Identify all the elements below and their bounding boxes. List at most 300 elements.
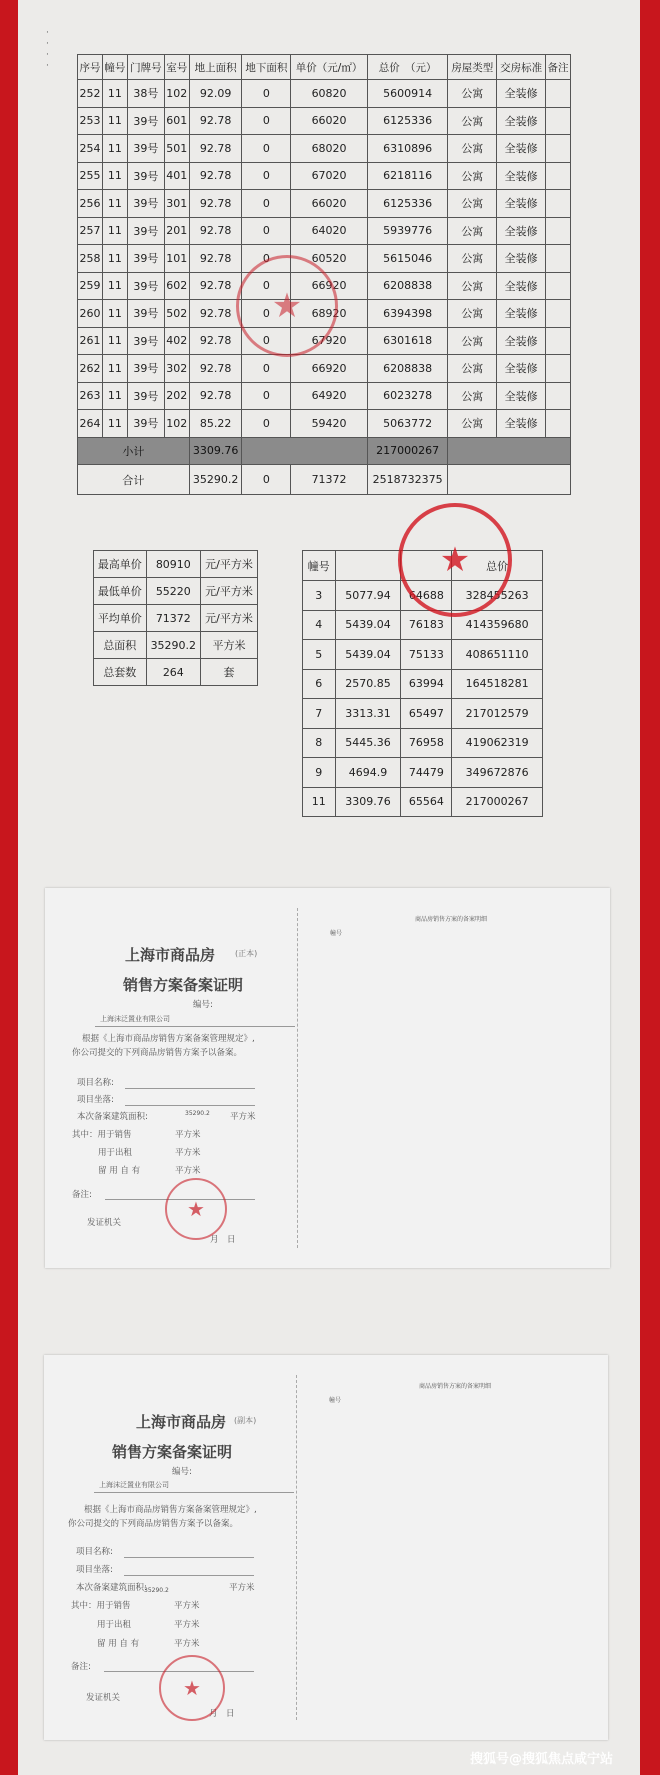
fold-line — [296, 1375, 297, 1720]
total-area: 35290.2 — [189, 465, 242, 495]
table-cell — [545, 355, 570, 383]
cert-number-label: 编号: — [172, 1467, 192, 1477]
table-cell — [545, 327, 570, 355]
table-cell: 公寓 — [448, 355, 497, 383]
building-row — [303, 787, 543, 817]
table-cell: 39号 — [127, 272, 164, 300]
table-cell: 217000267 — [452, 787, 543, 817]
table-cell: 6218116 — [367, 162, 448, 190]
table-cell: 3309.76 — [335, 787, 401, 817]
table-cell: 11 — [102, 300, 127, 328]
table-cell: 公寓 — [448, 382, 497, 410]
table-cell: 39号 — [127, 107, 164, 135]
table-cell: 76958 — [401, 728, 452, 758]
table-cell: 3313.31 — [335, 699, 401, 729]
field-self-use: 留 用 自 有 — [97, 1639, 140, 1649]
header-cell: 门牌号 — [127, 55, 164, 80]
header-cell: 幢号 — [102, 55, 127, 80]
table-cell: 11 — [102, 382, 127, 410]
table-header-row — [78, 55, 571, 80]
right-panel-header: 幢号 — [329, 1397, 342, 1404]
table-row — [78, 217, 571, 245]
table-row — [78, 410, 571, 438]
stats-row — [94, 659, 258, 686]
subtotal-area: 3309.76 — [189, 437, 242, 465]
table-cell: 全装修 — [497, 245, 546, 273]
table-cell: 414359680 — [452, 610, 543, 640]
table-cell: 7 — [303, 699, 336, 729]
table-cell: 全装修 — [497, 300, 546, 328]
company-underline — [95, 1025, 295, 1027]
stats-row — [94, 551, 258, 578]
table-cell: 92.78 — [189, 190, 242, 218]
header-cell: 地上面积 — [189, 55, 242, 80]
field-underline — [124, 1556, 254, 1558]
table-cell: 260 — [78, 300, 103, 328]
header-cell — [335, 551, 401, 581]
certificate-original — [45, 888, 610, 1268]
table-cell: 6301618 — [367, 327, 448, 355]
table-cell: 公寓 — [448, 300, 497, 328]
table-cell — [545, 162, 570, 190]
table-cell: 65564 — [401, 787, 452, 817]
table-cell: 202 — [164, 382, 189, 410]
cert-paragraph-1: 根据《上海市商品房销售方案备案管理规定》, — [82, 1034, 255, 1044]
table-cell: 6 — [303, 669, 336, 699]
table-cell — [448, 437, 571, 465]
building-row — [303, 699, 543, 729]
table-cell: 66020 — [291, 190, 368, 218]
table-cell: 0 — [242, 245, 291, 273]
building-row — [303, 669, 543, 699]
table-cell: 11 — [102, 190, 127, 218]
table-cell: 39号 — [127, 245, 164, 273]
table-cell — [545, 190, 570, 218]
field-underline — [125, 1104, 255, 1106]
table-cell: 全装修 — [497, 382, 546, 410]
table-cell: 66920 — [291, 355, 368, 383]
table-cell: 全装修 — [497, 327, 546, 355]
header-cell: 总价 （元） — [367, 55, 448, 80]
stats-label: 总套数 — [94, 659, 147, 686]
table-cell: 92.09 — [189, 80, 242, 108]
table-cell: 5600914 — [367, 80, 448, 108]
table-cell: 66920 — [291, 272, 368, 300]
certificate-seal-stamp: ★ — [165, 1178, 227, 1240]
field-project-location: 项目坐落: — [76, 1565, 113, 1575]
table-cell: 全装修 — [497, 410, 546, 438]
price-stats-table — [93, 550, 258, 686]
table-cell: 公寓 — [448, 190, 497, 218]
table-cell: 68920 — [291, 300, 368, 328]
table-cell: 39号 — [127, 382, 164, 410]
cert-company: 上海沫泛置业有限公司 — [99, 1481, 169, 1489]
table-cell: 全装修 — [497, 162, 546, 190]
table-cell: 253 — [78, 107, 103, 135]
certificate-seal-stamp: ★ — [159, 1655, 225, 1721]
table-cell: 255 — [78, 162, 103, 190]
header-cell: 幢号 — [303, 551, 336, 581]
stats-unit: 平方米 — [201, 632, 258, 659]
stats-row — [94, 632, 258, 659]
header-cell: 备注 — [545, 55, 570, 80]
stats-row — [94, 605, 258, 632]
table-cell: 601 — [164, 107, 189, 135]
field-area-value: 35290.2 — [185, 1110, 210, 1117]
table-row — [78, 382, 571, 410]
table-cell: 419062319 — [452, 728, 543, 758]
table-cell: 39号 — [127, 135, 164, 163]
stats-label: 总面积 — [94, 632, 147, 659]
field-unit: 平方米 — [175, 1130, 201, 1140]
table-cell: 64920 — [291, 382, 368, 410]
table-cell: 39号 — [127, 327, 164, 355]
table-cell: 公寓 — [448, 107, 497, 135]
table-cell: 92.78 — [189, 355, 242, 383]
table-cell: 0 — [242, 410, 291, 438]
table-cell: 6208838 — [367, 355, 448, 383]
table-cell: 4 — [303, 610, 336, 640]
table-cell: 0 — [242, 355, 291, 383]
cert-subtitle: 销售方案备案证明 — [112, 1443, 233, 1461]
table-cell: 38号 — [127, 80, 164, 108]
table-cell: 252 — [78, 80, 103, 108]
table-cell: 5445.36 — [335, 728, 401, 758]
table-cell: 11 — [102, 410, 127, 438]
field-unit: 平方米 — [174, 1639, 200, 1649]
fold-line — [297, 908, 298, 1248]
table-cell: 5 — [303, 640, 336, 670]
table-cell — [545, 382, 570, 410]
cert-title: 上海市商品房 — [125, 946, 216, 964]
table-cell: 39号 — [127, 217, 164, 245]
table-cell: 0 — [242, 135, 291, 163]
table-cell: 11 — [102, 355, 127, 383]
table-cell: 全装修 — [497, 272, 546, 300]
certificate-copy — [44, 1355, 608, 1740]
table-cell: 217012579 — [452, 699, 543, 729]
table-cell: 92.78 — [189, 245, 242, 273]
cert-number-label: 编号: — [193, 1000, 213, 1010]
table-cell: 11 — [102, 135, 127, 163]
table-cell — [545, 217, 570, 245]
table-cell: 60520 — [291, 245, 368, 273]
field-unit: 平方米 — [174, 1601, 200, 1611]
table-cell: 5615046 — [367, 245, 448, 273]
table-cell: 0 — [242, 382, 291, 410]
table-cell: 259 — [78, 272, 103, 300]
table-cell: 65497 — [401, 699, 452, 729]
table-cell: 0 — [242, 217, 291, 245]
table-cell: 301 — [164, 190, 189, 218]
stats-label: 最低单价 — [94, 578, 147, 605]
table-cell: 164518281 — [452, 669, 543, 699]
table-cell: 408651110 — [452, 640, 543, 670]
right-panel-header: 幢号 — [330, 930, 343, 937]
total-row — [78, 465, 571, 495]
table-cell: 257 — [78, 217, 103, 245]
table-cell: 6125336 — [367, 107, 448, 135]
table-cell — [545, 80, 570, 108]
table-cell: 92.78 — [189, 327, 242, 355]
issuing-agency: 发证机关 — [87, 1218, 122, 1228]
table-cell: 92.78 — [189, 135, 242, 163]
table-cell: 92.78 — [189, 382, 242, 410]
header-cell: 总价 — [452, 551, 543, 581]
table-cell: 11 — [102, 107, 127, 135]
table-cell — [545, 245, 570, 273]
cert-paragraph-1: 根据《上海市商品房销售方案备案管理规定》, — [84, 1505, 257, 1515]
issue-date: 月 日 — [209, 1709, 235, 1719]
table-cell: 3 — [303, 581, 336, 611]
table-cell: 6125336 — [367, 190, 448, 218]
cert-company: 上海沫泛置业有限公司 — [100, 1015, 170, 1023]
total-label: 合计 — [78, 465, 190, 495]
table-cell: 全装修 — [497, 190, 546, 218]
table-cell: 6310896 — [367, 135, 448, 163]
table-cell: 0 — [242, 327, 291, 355]
table-cell — [545, 107, 570, 135]
table-cell — [545, 300, 570, 328]
stats-unit: 元/平方米 — [201, 605, 258, 632]
stats-value: 35290.2 — [146, 632, 200, 659]
table-cell — [545, 272, 570, 300]
table-cell: 公寓 — [448, 245, 497, 273]
table-cell: 262 — [78, 355, 103, 383]
field-for-rent: 用于出租 — [98, 1148, 133, 1158]
cert-subtitle: 销售方案备案证明 — [123, 976, 244, 994]
total-avg-price: 71372 — [291, 465, 368, 495]
table-cell: 349672876 — [452, 758, 543, 788]
header-cell: 房屋类型 — [448, 55, 497, 80]
right-panel-title: 商品房销售方案的备案明细 — [415, 916, 488, 923]
table-cell: 261 — [78, 327, 103, 355]
subtotal-total: 217000267 — [367, 437, 448, 465]
field-remarks: 备注: — [71, 1662, 91, 1672]
table-cell — [545, 135, 570, 163]
table-cell: 92.78 — [189, 162, 242, 190]
table-cell: 11 — [102, 217, 127, 245]
table-cell — [545, 410, 570, 438]
table-cell: 68020 — [291, 135, 368, 163]
table-cell: 6208838 — [367, 272, 448, 300]
header-cell: 地下面积 — [242, 55, 291, 80]
building-row — [303, 758, 543, 788]
table-cell: 264 — [78, 410, 103, 438]
table-row — [78, 162, 571, 190]
table-cell: 公寓 — [448, 162, 497, 190]
table-row — [78, 135, 571, 163]
table-cell: 254 — [78, 135, 103, 163]
cert-title: 上海市商品房 — [136, 1413, 227, 1431]
field-project-name: 项目名称: — [76, 1547, 113, 1557]
stats-unit: 元/平方米 — [201, 551, 258, 578]
table-cell: 11 — [102, 80, 127, 108]
table-cell: 39号 — [127, 300, 164, 328]
table-cell: 公寓 — [448, 80, 497, 108]
table-row — [78, 80, 571, 108]
field-for-sale: 其中：用于销售 — [72, 1130, 132, 1140]
table-cell — [448, 465, 571, 495]
table-cell: 11 — [102, 327, 127, 355]
table-cell: 5439.04 — [335, 610, 401, 640]
table-cell: 8 — [303, 728, 336, 758]
table-cell: 64688 — [401, 581, 452, 611]
stats-value: 264 — [146, 659, 200, 686]
table-cell: 92.78 — [189, 300, 242, 328]
table-cell: 全装修 — [497, 355, 546, 383]
table-cell: 全装修 — [497, 107, 546, 135]
table-cell: 0 — [242, 107, 291, 135]
header-cell: 交房标准 — [497, 55, 546, 80]
table-cell: 6023278 — [367, 382, 448, 410]
field-underline — [124, 1574, 254, 1576]
issue-date: 月 日 — [210, 1235, 236, 1245]
table-cell: 39号 — [127, 355, 164, 383]
table-cell: 全装修 — [497, 217, 546, 245]
table-cell: 0 — [242, 162, 291, 190]
building-row — [303, 610, 543, 640]
table-cell: 2570.85 — [335, 669, 401, 699]
table-row — [78, 190, 571, 218]
table-cell: 263 — [78, 382, 103, 410]
stats-value: 80910 — [146, 551, 200, 578]
company-underline — [94, 1491, 294, 1493]
table-row — [78, 245, 571, 273]
header-cell: 序号 — [78, 55, 103, 80]
table-cell: 6394398 — [367, 300, 448, 328]
watermark-footer: 搜狐号@搜狐焦点咸宁站 — [470, 1752, 614, 1767]
total-underground-area: 0 — [242, 465, 291, 495]
table-cell: 76183 — [401, 610, 452, 640]
table-row — [78, 107, 571, 135]
table-cell: 102 — [164, 80, 189, 108]
table-cell: 5439.04 — [335, 640, 401, 670]
table-cell: 11 — [102, 162, 127, 190]
subtotal-label: 小计 — [78, 437, 190, 465]
subtotal-row — [78, 437, 571, 465]
stats-label: 平均单价 — [94, 605, 147, 632]
table-cell: 4694.9 — [335, 758, 401, 788]
table-cell: 0 — [242, 300, 291, 328]
margin-dots: · · · · — [46, 28, 49, 71]
table-row — [78, 355, 571, 383]
table-cell: 公寓 — [448, 410, 497, 438]
table-cell: 公寓 — [448, 217, 497, 245]
stats-value: 71372 — [146, 605, 200, 632]
right-panel-title: 商品房销售方案的备案明细 — [419, 1383, 492, 1390]
table-cell: 92.78 — [189, 272, 242, 300]
field-self-use: 留 用 自 有 — [98, 1166, 141, 1176]
field-area-unit: 平方米 — [230, 1112, 256, 1122]
table-cell: 11 — [303, 787, 336, 817]
field-project-location: 项目坐落: — [77, 1095, 114, 1105]
field-area-label: 本次备案建筑面积: — [76, 1583, 147, 1593]
table-cell: 39号 — [127, 190, 164, 218]
table-cell: 39号 — [127, 410, 164, 438]
table-cell: 401 — [164, 162, 189, 190]
table-cell — [242, 437, 367, 465]
table-cell: 59420 — [291, 410, 368, 438]
table-cell: 9 — [303, 758, 336, 788]
table-cell: 92.78 — [189, 217, 242, 245]
table-cell: 92.78 — [189, 107, 242, 135]
total-amount: 2518732375 — [367, 465, 448, 495]
cert-paragraph-2: 你公司提交的下列商品房销售方案予以备案。 — [72, 1048, 243, 1058]
table-cell: 公寓 — [448, 327, 497, 355]
table-cell: 101 — [164, 245, 189, 273]
table-cell: 0 — [242, 190, 291, 218]
table-cell: 85.22 — [189, 410, 242, 438]
cert-tag: (副本) — [234, 1416, 257, 1425]
issuing-agency: 发证机关 — [86, 1693, 121, 1703]
cert-tag: (正本) — [235, 949, 258, 958]
table-cell: 74479 — [401, 758, 452, 788]
stats-unit: 套 — [201, 659, 258, 686]
table-cell: 328455263 — [452, 581, 543, 611]
table-cell: 全装修 — [497, 80, 546, 108]
table-cell: 201 — [164, 217, 189, 245]
table-cell: 60820 — [291, 80, 368, 108]
field-unit: 平方米 — [175, 1148, 201, 1158]
table-cell: 256 — [78, 190, 103, 218]
table-cell: 63994 — [401, 669, 452, 699]
table-cell: 64020 — [291, 217, 368, 245]
field-underline — [125, 1087, 255, 1089]
table-cell: 公寓 — [448, 135, 497, 163]
housing-bureau-seal-stamp: ★ — [398, 503, 512, 617]
stats-unit: 元/平方米 — [201, 578, 258, 605]
table-cell: 258 — [78, 245, 103, 273]
table-cell: 502 — [164, 300, 189, 328]
building-row — [303, 640, 543, 670]
stats-label: 最高单价 — [94, 551, 147, 578]
table-cell: 5063772 — [367, 410, 448, 438]
table-cell: 75133 — [401, 640, 452, 670]
stats-value: 55220 — [146, 578, 200, 605]
table-cell: 302 — [164, 355, 189, 383]
table-cell: 402 — [164, 327, 189, 355]
header-cell: 单价（元/㎡） — [291, 55, 368, 80]
field-unit: 平方米 — [174, 1620, 200, 1630]
cert-paragraph-2: 你公司提交的下列商品房销售方案予以备案。 — [68, 1519, 239, 1529]
table-cell: 0 — [242, 80, 291, 108]
table-cell: 67020 — [291, 162, 368, 190]
company-seal-stamp: ★ — [236, 255, 338, 357]
field-remarks: 备注: — [72, 1190, 92, 1200]
table-cell: 全装修 — [497, 135, 546, 163]
field-unit: 平方米 — [175, 1166, 201, 1176]
table-cell: 11 — [102, 245, 127, 273]
table-cell: 66020 — [291, 107, 368, 135]
table-cell: 5939776 — [367, 217, 448, 245]
table-cell: 39号 — [127, 162, 164, 190]
field-for-sale: 其中：用于销售 — [71, 1601, 131, 1611]
table-cell: 公寓 — [448, 272, 497, 300]
field-area-value: 35290.2 — [144, 1587, 169, 1594]
table-cell: 501 — [164, 135, 189, 163]
table-cell: 602 — [164, 272, 189, 300]
table-cell: 11 — [102, 272, 127, 300]
field-for-rent: 用于出租 — [97, 1620, 132, 1630]
stats-row — [94, 578, 258, 605]
building-row — [303, 728, 543, 758]
table-cell: 102 — [164, 410, 189, 438]
header-cell: 室号 — [164, 55, 189, 80]
table-cell: 67920 — [291, 327, 368, 355]
field-project-name: 项目名称: — [77, 1078, 114, 1088]
field-area-label: 本次备案建筑面积: — [77, 1112, 148, 1122]
